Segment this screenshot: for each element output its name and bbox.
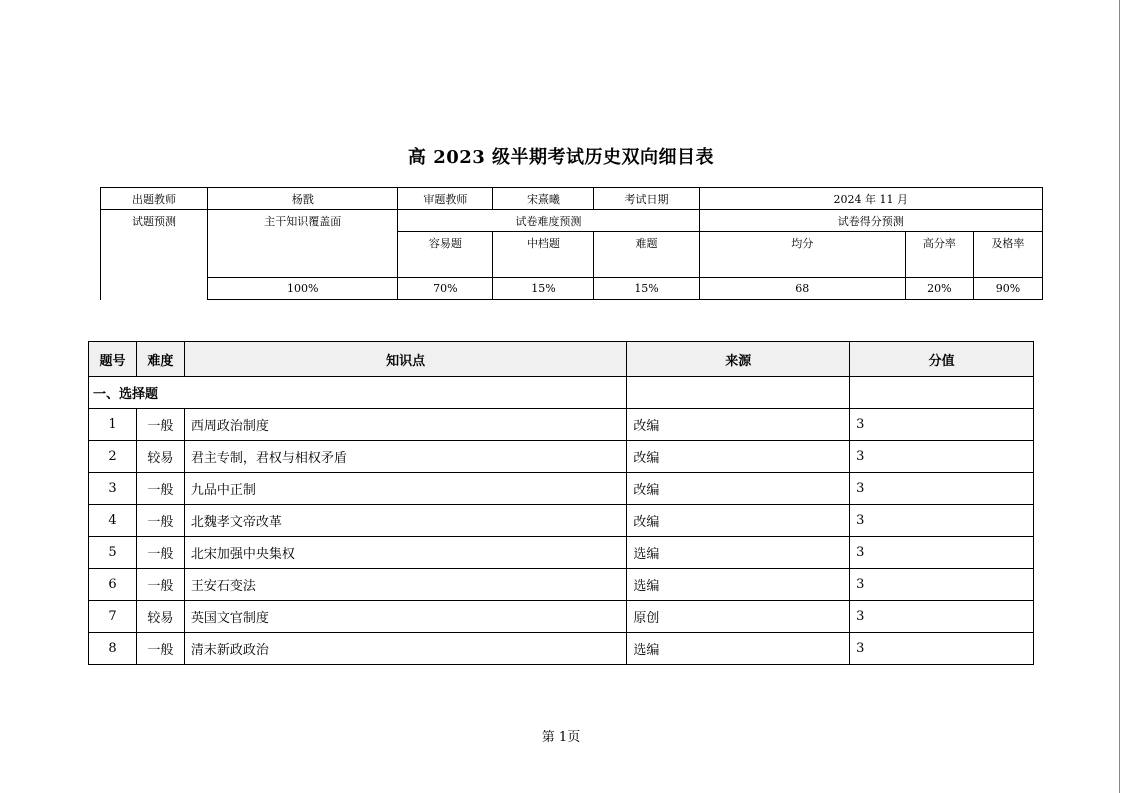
question-number: 1 — [89, 409, 137, 441]
document-title: 高 2023 级半期考试历史双向细目表 — [407, 147, 715, 168]
question-source: 改编 — [627, 505, 850, 537]
question-difficulty: 一般 — [136, 505, 184, 537]
hard-value: 15% — [594, 278, 699, 300]
question-source: 选编 — [627, 569, 850, 601]
teacher-label: 出题教师 — [101, 188, 208, 210]
question-topic: 西周政治制度 — [184, 409, 627, 441]
question-topic: 君主专制，君权与相权矛盾 — [184, 441, 627, 473]
question-source: 改编 — [627, 441, 850, 473]
question-number: 8 — [89, 633, 137, 665]
table-row — [89, 473, 1034, 505]
table-row — [89, 601, 1034, 633]
question-number: 7 — [89, 601, 137, 633]
exam-date-label: 考试日期 — [594, 188, 699, 210]
question-detail-table — [88, 341, 1034, 665]
question-topic: 九品中正制 — [184, 473, 627, 505]
section-source-empty — [627, 377, 850, 409]
medium-value: 15% — [493, 278, 594, 300]
easy-label: 容易题 — [398, 232, 493, 278]
teacher-value: 杨戬 — [208, 188, 398, 210]
question-score: 3 — [850, 633, 1034, 665]
question-number: 4 — [89, 505, 137, 537]
table-row — [89, 409, 1034, 441]
question-number: 5 — [89, 537, 137, 569]
question-source: 选编 — [627, 537, 850, 569]
info-row-prediction-groups — [101, 210, 1043, 232]
question-score: 3 — [850, 569, 1034, 601]
high-rate-label: 高分率 — [905, 232, 973, 278]
exam-info-table — [100, 187, 1043, 300]
question-topic: 北宋加强中央集权 — [184, 537, 627, 569]
question-difficulty: 一般 — [136, 537, 184, 569]
table-row — [89, 441, 1034, 473]
question-number: 2 — [89, 441, 137, 473]
question-score: 3 — [850, 473, 1034, 505]
question-difficulty: 较易 — [136, 601, 184, 633]
header-number: 题号 — [89, 342, 137, 377]
question-source: 改编 — [627, 473, 850, 505]
detail-header-row — [89, 342, 1034, 377]
pass-rate-label: 及格率 — [973, 232, 1042, 278]
page-number: 第 1页 — [541, 730, 581, 745]
header-score: 分值 — [850, 342, 1034, 377]
section-row — [89, 377, 1034, 409]
question-score: 3 — [850, 601, 1034, 633]
question-score: 3 — [850, 409, 1034, 441]
reviewer-value: 宋熹曦 — [493, 188, 594, 210]
table-row — [89, 569, 1034, 601]
question-number: 3 — [89, 473, 137, 505]
prediction-label: 试题预测 — [101, 210, 208, 300]
question-topic: 清末新政政治 — [184, 633, 627, 665]
table-row — [89, 505, 1034, 537]
question-score: 3 — [850, 537, 1034, 569]
average-value: 68 — [699, 278, 905, 300]
question-difficulty: 较易 — [136, 441, 184, 473]
question-score: 3 — [850, 505, 1034, 537]
header-topic: 知识点 — [184, 342, 627, 377]
pass-rate-value: 90% — [973, 278, 1042, 300]
question-difficulty: 一般 — [136, 473, 184, 505]
header-difficulty: 难度 — [136, 342, 184, 377]
question-number: 6 — [89, 569, 137, 601]
table-row — [89, 633, 1034, 665]
section-title: 一、选择题 — [89, 377, 627, 409]
question-difficulty: 一般 — [136, 569, 184, 601]
question-topic: 北魏孝文帝改革 — [184, 505, 627, 537]
high-rate-value: 20% — [905, 278, 973, 300]
question-topic: 王安石变法 — [184, 569, 627, 601]
coverage-label: 主干知识覆盖面 — [208, 210, 398, 278]
header-source: 来源 — [627, 342, 850, 377]
question-score: 3 — [850, 441, 1034, 473]
hard-label: 难题 — [594, 232, 699, 278]
question-difficulty: 一般 — [136, 409, 184, 441]
easy-value: 70% — [398, 278, 493, 300]
page-edge-divider — [1119, 0, 1120, 793]
question-source: 原创 — [627, 601, 850, 633]
average-label: 均分 — [699, 232, 905, 278]
question-source: 选编 — [627, 633, 850, 665]
score-prediction-label: 试卷得分预测 — [699, 210, 1042, 232]
question-source: 改编 — [627, 409, 850, 441]
question-topic: 英国文官制度 — [184, 601, 627, 633]
coverage-value: 100% — [208, 278, 398, 300]
section-score-empty — [850, 377, 1034, 409]
table-row — [89, 537, 1034, 569]
question-difficulty: 一般 — [136, 633, 184, 665]
info-row-prediction-values — [101, 278, 1043, 300]
reviewer-label: 审题教师 — [398, 188, 493, 210]
difficulty-prediction-label: 试卷难度预测 — [398, 210, 699, 232]
medium-label: 中档题 — [493, 232, 594, 278]
info-row-staff — [101, 188, 1043, 210]
exam-date-value: 2024 年 11 月 — [699, 188, 1042, 210]
